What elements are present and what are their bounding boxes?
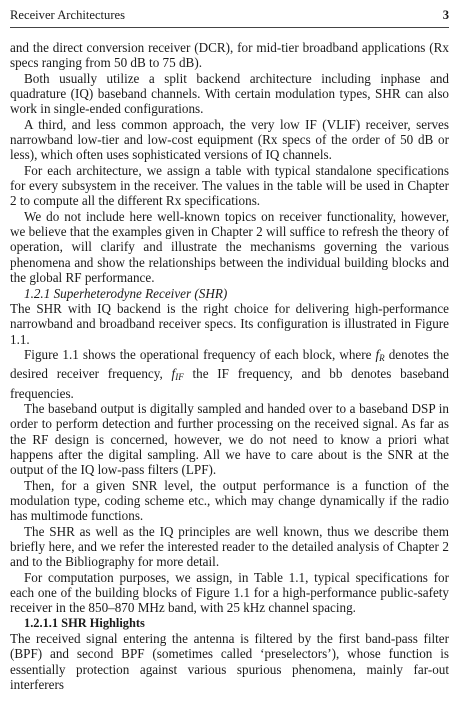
running-title: Receiver Architectures xyxy=(10,8,126,22)
math-symbol: f xyxy=(375,346,380,362)
text-run: the IF frequency, and bb denotes baseband frequencies. xyxy=(10,366,449,401)
paragraph: and the direct conversion receiver (DCR), for mid-tier broadband applications (Rx specs ranging from 50 dB to 75 dB). xyxy=(10,40,449,71)
math-subscript: R xyxy=(379,352,385,363)
paragraph: The SHR with IQ backend is the right choice for delivering high-performance narrowband and broadband receiver specs. Its configuration is illustrated in Figure 1.1. xyxy=(10,300,449,347)
paragraph: For each architecture, we assign a table with typical standalone specifications for every subsystem in the receiver. The values in the table will be used in Chapter 2 to compute all the different Rx specifications. xyxy=(10,162,449,209)
paragraph: The baseband output is digitally sampled and handed over to a baseband DSP in order to perform detection and further processing on the received signal. As far as the RF design is concerned, however, we do not need to know a priori what happens after the digital sampling. All we have to care about is the SNR at the output of the IQ low-pass filters (LPF). xyxy=(10,400,449,478)
running-header xyxy=(10,7,449,23)
text-run: denotes the desired receiver frequency, xyxy=(10,346,449,382)
page-number: 3 xyxy=(442,8,449,22)
paragraph: The SHR as well as the IQ principles are well known, thus we describe them briefly here, and we refer the interested reader to the detailed analysis of Chapter 2 and to the Bibliography for more detail. xyxy=(10,523,449,570)
text-run: Figure 1.1 shows the operational frequency of each block, where xyxy=(24,346,376,362)
paragraph: Then, for a given SNR level, the output performance is a function of the modulation type, coding scheme etc., which may change dynamically if the radio has multimode functions. xyxy=(10,477,449,524)
paragraph: A third, and less common approach, the very low IF (VLIF) receiver, serves narrowband low-tier and low-cost equipment (Rx specs of the order of 50 dB or less), which often uses sophisticated versions of IQ channels. xyxy=(10,116,449,163)
paragraph: Both usually utilize a split backend architecture including inphase and quadrature (IQ) baseband channels. With certain modulation types, SHR can also work in single-ended configurations. xyxy=(10,70,449,117)
section-heading: 1.2.1 Superheterodyne Receiver (SHR) xyxy=(24,285,228,301)
paragraph: For computation purposes, we assign, in Table 1.1, typical specifications for each one of the building blocks of Figure 1.1 for a high-performance public-safety receiver in the 850–870 MHz band, with 25 kHz channel spacing. xyxy=(10,569,449,616)
header-rule xyxy=(10,27,449,28)
math-subscript: IF xyxy=(175,372,184,383)
subsection-heading: 1.2.1.1 SHR Highlights xyxy=(24,615,145,630)
paragraph: We do not include here well-known topics on receiver functionality, however, we believe that the examples given in Chapter 2 will suffice to refresh the theory of operation, will clarify and illustrate the mechanisms governing the various phenomena and show the relationships between the individual building blocks and the global RF performance. xyxy=(10,208,449,286)
body-text xyxy=(10,40,449,692)
paragraph: The received signal entering the antenna is filtered by the first band-pass filter (BPF) and second BPF (sometimes called ‘preselectors’), whose function is essentially protection against various spurious phenomena, mainly far-out interferers xyxy=(10,631,449,693)
math-symbol: f xyxy=(171,366,176,382)
paragraph xyxy=(10,347,449,401)
